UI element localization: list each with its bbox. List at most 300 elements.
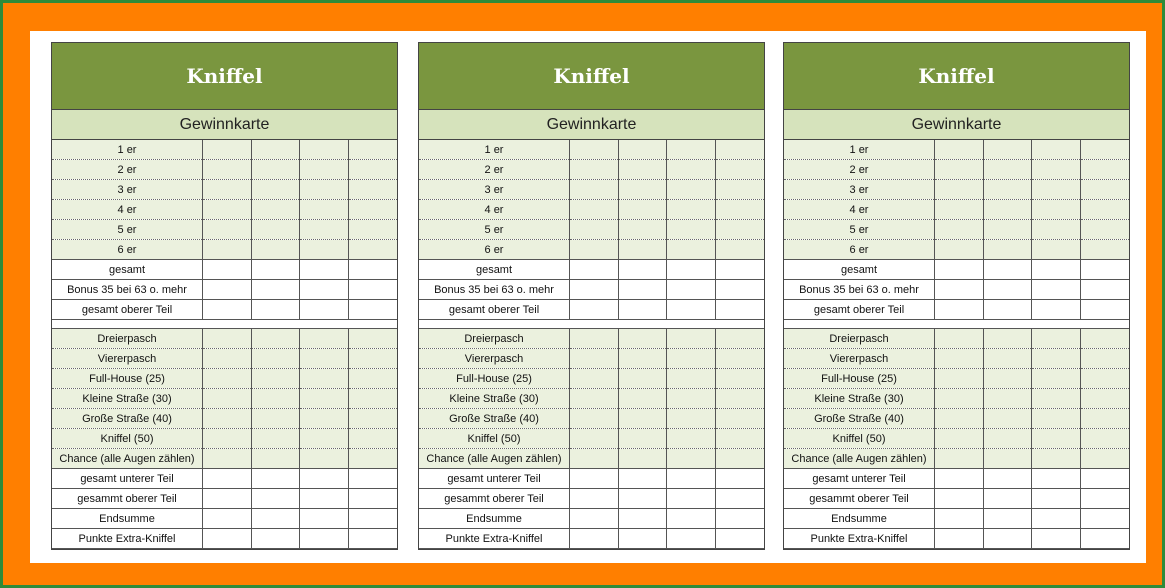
- score-cell[interactable]: [251, 449, 300, 469]
- score-table: [784, 140, 1129, 549]
- score-cell[interactable]: [1032, 429, 1081, 449]
- score-cell[interactable]: [715, 300, 764, 320]
- score-cell[interactable]: [1080, 529, 1129, 549]
- score-cell[interactable]: [570, 449, 619, 469]
- score-cell[interactable]: [1032, 409, 1081, 429]
- score-cell[interactable]: [348, 160, 397, 180]
- score-cell[interactable]: [1080, 489, 1129, 509]
- score-cell[interactable]: [715, 349, 764, 369]
- score-row: [419, 349, 764, 369]
- score-cell[interactable]: [203, 300, 252, 320]
- score-cell[interactable]: [1080, 140, 1129, 160]
- score-cell[interactable]: [618, 509, 667, 529]
- score-cell[interactable]: [300, 280, 349, 300]
- score-cell[interactable]: [1080, 280, 1129, 300]
- score-cell[interactable]: [935, 300, 984, 320]
- score-row: [784, 529, 1129, 549]
- score-cell[interactable]: [203, 160, 252, 180]
- row-label: gesamt unterer Teil: [52, 469, 203, 489]
- score-cell[interactable]: [983, 200, 1032, 220]
- score-cell[interactable]: [935, 280, 984, 300]
- score-cell[interactable]: [300, 389, 349, 409]
- score-cell[interactable]: [300, 369, 349, 389]
- score-card-3: [783, 42, 1130, 550]
- score-row: [419, 260, 764, 280]
- score-row: [419, 429, 764, 449]
- score-cell[interactable]: [935, 220, 984, 240]
- score-cell[interactable]: [1032, 240, 1081, 260]
- score-cell[interactable]: [1032, 349, 1081, 369]
- card-subtitle: Gewinnkarte: [52, 110, 397, 140]
- score-cell[interactable]: [715, 389, 764, 409]
- score-cell[interactable]: [983, 489, 1032, 509]
- card-title: Kniffel: [784, 43, 1129, 110]
- score-cell[interactable]: [348, 349, 397, 369]
- score-cell[interactable]: [667, 429, 716, 449]
- score-row: [784, 200, 1129, 220]
- score-cell[interactable]: [348, 329, 397, 349]
- score-cell[interactable]: [935, 529, 984, 549]
- score-cell[interactable]: [1080, 260, 1129, 280]
- score-cell[interactable]: [203, 529, 252, 549]
- score-table: [419, 140, 764, 549]
- score-cell[interactable]: [300, 300, 349, 320]
- score-cell[interactable]: [300, 529, 349, 549]
- score-cell[interactable]: [618, 449, 667, 469]
- score-cell[interactable]: [715, 469, 764, 489]
- score-cell[interactable]: [667, 529, 716, 549]
- score-cell[interactable]: [251, 349, 300, 369]
- score-cell[interactable]: [618, 180, 667, 200]
- score-cell[interactable]: [348, 220, 397, 240]
- row-label: Punkte Extra-Kniffel: [784, 529, 935, 549]
- score-cell[interactable]: [667, 200, 716, 220]
- score-cell[interactable]: [618, 429, 667, 449]
- score-cell[interactable]: [300, 329, 349, 349]
- score-cell[interactable]: [251, 280, 300, 300]
- score-row: [419, 509, 764, 529]
- score-cell[interactable]: [1080, 389, 1129, 409]
- score-cell[interactable]: [983, 389, 1032, 409]
- score-row: [52, 509, 397, 529]
- score-card-1: [51, 42, 398, 550]
- score-row: [784, 469, 1129, 489]
- score-row: [419, 240, 764, 260]
- score-cell[interactable]: [1032, 200, 1081, 220]
- score-cell[interactable]: [983, 329, 1032, 349]
- score-cell[interactable]: [667, 140, 716, 160]
- score-cell[interactable]: [251, 220, 300, 240]
- score-cell[interactable]: [983, 509, 1032, 529]
- score-cell[interactable]: [348, 200, 397, 220]
- score-cell[interactable]: [715, 260, 764, 280]
- score-cell[interactable]: [715, 200, 764, 220]
- row-label: Viererpasch: [784, 349, 935, 369]
- score-cell[interactable]: [1080, 240, 1129, 260]
- score-row: [419, 409, 764, 429]
- score-cell[interactable]: [570, 300, 619, 320]
- score-cell[interactable]: [1032, 260, 1081, 280]
- score-cell[interactable]: [618, 280, 667, 300]
- score-cell[interactable]: [618, 349, 667, 369]
- score-cell[interactable]: [667, 329, 716, 349]
- score-cell[interactable]: [1080, 200, 1129, 220]
- score-cell[interactable]: [983, 240, 1032, 260]
- score-cell[interactable]: [300, 349, 349, 369]
- score-cell[interactable]: [667, 449, 716, 469]
- score-cell[interactable]: [935, 349, 984, 369]
- score-cell[interactable]: [935, 260, 984, 280]
- score-cell[interactable]: [983, 409, 1032, 429]
- row-label: Full-House (25): [52, 369, 203, 389]
- score-row: [419, 529, 764, 549]
- score-cell[interactable]: [1032, 509, 1081, 529]
- score-cell[interactable]: [667, 409, 716, 429]
- row-label: gesamt oberer Teil: [784, 300, 935, 320]
- score-cell[interactable]: [1080, 429, 1129, 449]
- score-cell[interactable]: [570, 160, 619, 180]
- score-row: [419, 220, 764, 240]
- score-cell[interactable]: [715, 489, 764, 509]
- score-cell[interactable]: [983, 140, 1032, 160]
- score-cell[interactable]: [300, 449, 349, 469]
- row-label: gesamt unterer Teil: [784, 469, 935, 489]
- score-cell[interactable]: [618, 240, 667, 260]
- score-cell[interactable]: [618, 369, 667, 389]
- score-cell[interactable]: [935, 369, 984, 389]
- score-row: [52, 429, 397, 449]
- score-cell[interactable]: [667, 509, 716, 529]
- score-cell[interactable]: [935, 140, 984, 160]
- row-label: 2 er: [419, 160, 570, 180]
- score-cell[interactable]: [300, 429, 349, 449]
- score-cell[interactable]: [251, 369, 300, 389]
- row-label: gesammt oberer Teil: [419, 489, 570, 509]
- score-row: [52, 180, 397, 200]
- score-row: [784, 429, 1129, 449]
- score-cell[interactable]: [983, 160, 1032, 180]
- score-row: [419, 329, 764, 349]
- score-cell[interactable]: [935, 180, 984, 200]
- score-row: [419, 300, 764, 320]
- score-cell[interactable]: [1032, 280, 1081, 300]
- score-cell[interactable]: [570, 489, 619, 509]
- score-row: [784, 349, 1129, 369]
- score-cell[interactable]: [667, 469, 716, 489]
- score-cell[interactable]: [570, 349, 619, 369]
- score-cell[interactable]: [618, 260, 667, 280]
- score-row: [784, 449, 1129, 469]
- score-cell[interactable]: [935, 329, 984, 349]
- score-cell[interactable]: [1032, 140, 1081, 160]
- score-cell[interactable]: [667, 369, 716, 389]
- score-cell[interactable]: [667, 349, 716, 369]
- score-cell[interactable]: [618, 529, 667, 549]
- score-cell[interactable]: [618, 409, 667, 429]
- score-cell[interactable]: [1032, 369, 1081, 389]
- score-cell[interactable]: [300, 409, 349, 429]
- score-cell[interactable]: [570, 240, 619, 260]
- score-cell[interactable]: [667, 489, 716, 509]
- score-cell[interactable]: [618, 200, 667, 220]
- score-cell[interactable]: [715, 220, 764, 240]
- score-cell[interactable]: [348, 489, 397, 509]
- score-cell[interactable]: [667, 160, 716, 180]
- score-cell[interactable]: [667, 220, 716, 240]
- score-cell[interactable]: [715, 240, 764, 260]
- score-cell[interactable]: [570, 329, 619, 349]
- score-cell[interactable]: [570, 529, 619, 549]
- score-cell[interactable]: [203, 509, 252, 529]
- score-cell[interactable]: [1032, 180, 1081, 200]
- row-label: 6 er: [419, 240, 570, 260]
- score-row: [52, 280, 397, 300]
- score-cell[interactable]: [300, 469, 349, 489]
- score-cell[interactable]: [1080, 409, 1129, 429]
- score-cell[interactable]: [348, 300, 397, 320]
- score-cell[interactable]: [300, 140, 349, 160]
- row-label: 4 er: [419, 200, 570, 220]
- row-label: gesamt: [419, 260, 570, 280]
- score-cell[interactable]: [715, 369, 764, 389]
- score-cell[interactable]: [983, 529, 1032, 549]
- score-cell[interactable]: [251, 469, 300, 489]
- score-cell[interactable]: [983, 349, 1032, 369]
- row-label: 1 er: [419, 140, 570, 160]
- score-cell[interactable]: [300, 240, 349, 260]
- score-cell[interactable]: [935, 240, 984, 260]
- score-cell[interactable]: [300, 220, 349, 240]
- score-cell[interactable]: [667, 300, 716, 320]
- score-cell[interactable]: [618, 300, 667, 320]
- score-cell[interactable]: [348, 369, 397, 389]
- score-cell[interactable]: [203, 489, 252, 509]
- score-cell[interactable]: [251, 329, 300, 349]
- score-cell[interactable]: [715, 140, 764, 160]
- score-cell[interactable]: [715, 509, 764, 529]
- score-cell[interactable]: [983, 369, 1032, 389]
- score-cell[interactable]: [348, 429, 397, 449]
- score-row: [784, 409, 1129, 429]
- score-cell[interactable]: [203, 200, 252, 220]
- score-cell[interactable]: [300, 160, 349, 180]
- score-cell[interactable]: [935, 409, 984, 429]
- row-label: Dreierpasch: [784, 329, 935, 349]
- score-cell[interactable]: [1032, 329, 1081, 349]
- score-cell[interactable]: [300, 489, 349, 509]
- row-label: Große Straße (40): [784, 409, 935, 429]
- score-cell[interactable]: [203, 409, 252, 429]
- score-cell[interactable]: [1080, 369, 1129, 389]
- score-cell[interactable]: [1080, 160, 1129, 180]
- score-cell[interactable]: [618, 389, 667, 409]
- row-label: 3 er: [784, 180, 935, 200]
- score-cell[interactable]: [203, 140, 252, 160]
- score-cell[interactable]: [983, 300, 1032, 320]
- score-cell[interactable]: [1080, 329, 1129, 349]
- score-cell[interactable]: [570, 200, 619, 220]
- score-cell[interactable]: [618, 220, 667, 240]
- score-cell[interactable]: [348, 260, 397, 280]
- score-cell[interactable]: [983, 260, 1032, 280]
- row-label: Kleine Straße (30): [784, 389, 935, 409]
- row-label: Bonus 35 bei 63 o. mehr: [419, 280, 570, 300]
- score-cell[interactable]: [983, 220, 1032, 240]
- score-cell[interactable]: [570, 280, 619, 300]
- score-cell[interactable]: [251, 429, 300, 449]
- score-cell[interactable]: [300, 200, 349, 220]
- section-spacer: [784, 320, 1129, 329]
- score-cell[interactable]: [251, 240, 300, 260]
- score-cell[interactable]: [715, 429, 764, 449]
- score-cell[interactable]: [251, 200, 300, 220]
- score-cell[interactable]: [1032, 449, 1081, 469]
- score-cell[interactable]: [1080, 469, 1129, 489]
- score-cell[interactable]: [203, 449, 252, 469]
- score-cell[interactable]: [348, 529, 397, 549]
- score-cell[interactable]: [570, 469, 619, 489]
- score-cell[interactable]: [251, 489, 300, 509]
- score-cell[interactable]: [348, 240, 397, 260]
- score-cell[interactable]: [251, 529, 300, 549]
- score-cell[interactable]: [983, 280, 1032, 300]
- score-cell[interactable]: [1032, 220, 1081, 240]
- score-cell[interactable]: [935, 160, 984, 180]
- score-cell[interactable]: [348, 180, 397, 200]
- score-cell[interactable]: [251, 260, 300, 280]
- score-cell[interactable]: [348, 140, 397, 160]
- score-cell[interactable]: [348, 409, 397, 429]
- score-cell[interactable]: [251, 509, 300, 529]
- score-cell[interactable]: [203, 280, 252, 300]
- score-cell[interactable]: [1032, 469, 1081, 489]
- score-cell[interactable]: [715, 409, 764, 429]
- score-cell[interactable]: [715, 160, 764, 180]
- score-cell[interactable]: [1080, 349, 1129, 369]
- score-cell[interactable]: [203, 220, 252, 240]
- score-cell[interactable]: [348, 509, 397, 529]
- score-cell[interactable]: [1080, 180, 1129, 200]
- score-cell[interactable]: [203, 240, 252, 260]
- score-cell[interactable]: [935, 429, 984, 449]
- score-cell[interactable]: [1032, 300, 1081, 320]
- row-label: Chance (alle Augen zählen): [419, 449, 570, 469]
- score-cell[interactable]: [1080, 449, 1129, 469]
- score-cell[interactable]: [570, 409, 619, 429]
- score-cell[interactable]: [667, 389, 716, 409]
- score-cell[interactable]: [251, 180, 300, 200]
- row-label: gesamt oberer Teil: [419, 300, 570, 320]
- score-cell[interactable]: [983, 180, 1032, 200]
- score-cell[interactable]: [983, 449, 1032, 469]
- score-cell[interactable]: [667, 240, 716, 260]
- score-cell[interactable]: [203, 349, 252, 369]
- score-cell[interactable]: [667, 260, 716, 280]
- score-cell[interactable]: [570, 509, 619, 529]
- row-label: Kleine Straße (30): [52, 389, 203, 409]
- score-row: [419, 160, 764, 180]
- score-cell[interactable]: [935, 389, 984, 409]
- score-cell[interactable]: [1032, 489, 1081, 509]
- score-cell[interactable]: [203, 469, 252, 489]
- score-cell[interactable]: [203, 260, 252, 280]
- score-cell[interactable]: [251, 389, 300, 409]
- score-cell[interactable]: [570, 140, 619, 160]
- score-cell[interactable]: [715, 280, 764, 300]
- score-cell[interactable]: [348, 389, 397, 409]
- score-cell[interactable]: [251, 160, 300, 180]
- score-cell[interactable]: [667, 280, 716, 300]
- score-cell[interactable]: [935, 469, 984, 489]
- score-cell[interactable]: [348, 280, 397, 300]
- score-cell[interactable]: [1032, 389, 1081, 409]
- row-label: 6 er: [52, 240, 203, 260]
- score-cell[interactable]: [983, 469, 1032, 489]
- score-row: [419, 489, 764, 509]
- row-label: Dreierpasch: [419, 329, 570, 349]
- score-cell[interactable]: [935, 200, 984, 220]
- score-cell[interactable]: [570, 369, 619, 389]
- score-cell[interactable]: [570, 220, 619, 240]
- score-cell[interactable]: [251, 409, 300, 429]
- score-cell[interactable]: [570, 389, 619, 409]
- row-label: gesammt oberer Teil: [784, 489, 935, 509]
- score-cell[interactable]: [203, 429, 252, 449]
- score-cell[interactable]: [618, 160, 667, 180]
- score-row: [419, 449, 764, 469]
- score-cell[interactable]: [1032, 160, 1081, 180]
- score-row: [52, 329, 397, 349]
- score-cell[interactable]: [570, 429, 619, 449]
- score-cell[interactable]: [983, 429, 1032, 449]
- score-cell[interactable]: [300, 509, 349, 529]
- score-row: [52, 240, 397, 260]
- score-cell[interactable]: [715, 449, 764, 469]
- card-title: Kniffel: [419, 43, 764, 110]
- score-cell[interactable]: [300, 180, 349, 200]
- score-cell[interactable]: [715, 180, 764, 200]
- score-cell[interactable]: [618, 140, 667, 160]
- score-cell[interactable]: [1032, 529, 1081, 549]
- score-cell[interactable]: [570, 260, 619, 280]
- score-cell[interactable]: [618, 469, 667, 489]
- score-cell[interactable]: [935, 509, 984, 529]
- score-cell[interactable]: [935, 449, 984, 469]
- row-label: Chance (alle Augen zählen): [52, 449, 203, 469]
- score-cell[interactable]: [251, 140, 300, 160]
- score-cell[interactable]: [715, 329, 764, 349]
- score-cell[interactable]: [251, 300, 300, 320]
- score-cell[interactable]: [570, 180, 619, 200]
- score-cell[interactable]: [1080, 509, 1129, 529]
- score-cell[interactable]: [1080, 220, 1129, 240]
- score-cell[interactable]: [348, 469, 397, 489]
- score-cell[interactable]: [203, 329, 252, 349]
- score-row: [419, 200, 764, 220]
- score-cell[interactable]: [203, 389, 252, 409]
- score-cell[interactable]: [1080, 300, 1129, 320]
- score-cell[interactable]: [715, 529, 764, 549]
- score-cell[interactable]: [203, 369, 252, 389]
- score-row: [784, 180, 1129, 200]
- score-cell[interactable]: [618, 489, 667, 509]
- score-cell[interactable]: [348, 449, 397, 469]
- score-cell[interactable]: [667, 180, 716, 200]
- score-cell[interactable]: [618, 329, 667, 349]
- score-cell[interactable]: [300, 260, 349, 280]
- score-cell[interactable]: [203, 180, 252, 200]
- score-cell[interactable]: [935, 489, 984, 509]
